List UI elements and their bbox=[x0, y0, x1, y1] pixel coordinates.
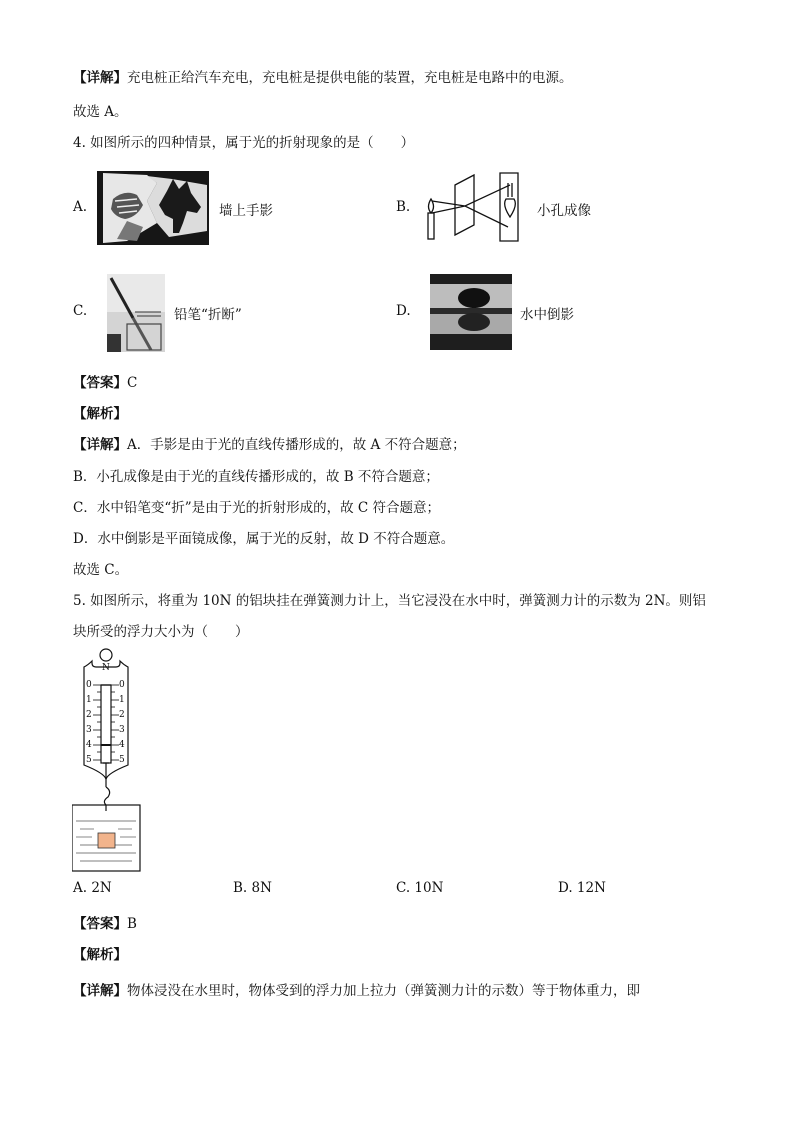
tick-label: 5 bbox=[86, 755, 92, 765]
q4-option-b-caption: 小孔成像 bbox=[537, 203, 591, 219]
hand-shadow-image bbox=[97, 171, 209, 249]
answer-tag: 【答案】 bbox=[73, 375, 127, 391]
tick-label: 3 bbox=[119, 725, 125, 735]
q4-analysis-tag: 【解析】 bbox=[73, 406, 127, 422]
aluminum-block bbox=[98, 833, 115, 848]
q5-option-c: C. 10N bbox=[396, 880, 444, 896]
scale-unit: N bbox=[102, 663, 110, 673]
pinhole-image bbox=[422, 169, 526, 249]
detail-tag: 【详解】 bbox=[73, 437, 127, 453]
tick-label: 4 bbox=[86, 740, 92, 750]
answer-value: B bbox=[127, 916, 137, 932]
q4-option-d-caption: 水中倒影 bbox=[520, 307, 574, 323]
q4-option-a-caption: 墙上手影 bbox=[219, 203, 273, 219]
intro-conclusion: 故选 A。 bbox=[73, 104, 128, 120]
detail-tag: 【详解】 bbox=[73, 983, 127, 999]
q5-option-a: A. 2N bbox=[73, 880, 112, 896]
tick-label: 5 bbox=[119, 755, 125, 765]
q4-detail-line-4: D．水中倒影是平面镜成像，属于光的反射，故 D 不符合题意。 bbox=[73, 531, 455, 547]
q5-option-b: B. 8N bbox=[233, 880, 272, 896]
tick-label: 2 bbox=[119, 710, 125, 720]
q4-detail-line-3: C．水中铅笔变“折”是由于光的折射形成的，故 C 符合题意； bbox=[73, 500, 441, 516]
q5-stem-line-2: 块所受的浮力大小为（ ） bbox=[73, 624, 249, 640]
detail-text: A．手影是由于光的直线传播形成的，故 A 不符合题意； bbox=[127, 437, 466, 453]
q5-option-d: D. 12N bbox=[558, 880, 606, 896]
q4-option-b-label: B. bbox=[396, 199, 411, 215]
intro-detail bbox=[73, 66, 573, 86]
q4-option-c-caption: 铅笔“折断” bbox=[174, 307, 242, 323]
q5-stem-line-1: 5. 如图所示，将重为 10N 的铝块挂在弹簧测力计上，当它浸没在水中时，弹簧测力计的示数为 2N。则铝 bbox=[73, 593, 706, 609]
tick-label: 4 bbox=[119, 740, 125, 750]
q5-analysis-tag: 【解析】 bbox=[73, 947, 127, 963]
q4-detail-line-1 bbox=[73, 433, 466, 453]
reflection-image bbox=[430, 274, 512, 354]
tick-label: 1 bbox=[119, 695, 125, 705]
answer-value: C bbox=[127, 375, 138, 391]
tick-label: 2 bbox=[86, 710, 92, 720]
tick-label: 3 bbox=[86, 725, 92, 735]
q4-option-c-label: C. bbox=[73, 303, 88, 319]
spring-scale-figure bbox=[72, 645, 144, 877]
q4-option-d-label: D. bbox=[396, 303, 411, 319]
q5-answer bbox=[73, 912, 137, 932]
detail-text: 物体浸没在水里时，物体受到的浮力加上拉力（弹簧测力计的示数）等于物体重力，即 bbox=[127, 983, 640, 999]
q4-stem: 4. 如图所示的四种情景，属于光的折射现象的是（ ） bbox=[73, 135, 415, 151]
q4-option-a-label: A. bbox=[73, 199, 88, 215]
scale-right-labels bbox=[119, 678, 125, 768]
scale-left-labels bbox=[86, 678, 92, 768]
detail-tag: 【详解】 bbox=[73, 70, 127, 86]
q4-detail-line-2: B．小孔成像是由于光的直线传播形成的，故 B 不符合题意； bbox=[73, 469, 439, 485]
q4-answer bbox=[73, 371, 137, 391]
answer-tag: 【答案】 bbox=[73, 916, 127, 932]
detail-text: 充电桩正给汽车充电，充电桩是提供电能的装置，充电桩是电路中的电源。 bbox=[127, 70, 573, 86]
tick-label: 0 bbox=[119, 680, 125, 690]
q4-conclusion: 故选 C。 bbox=[73, 562, 129, 578]
tick-label: 1 bbox=[86, 695, 92, 705]
tick-label: 0 bbox=[86, 680, 92, 690]
bent-pencil-image bbox=[107, 274, 165, 356]
q5-detail bbox=[73, 979, 640, 999]
